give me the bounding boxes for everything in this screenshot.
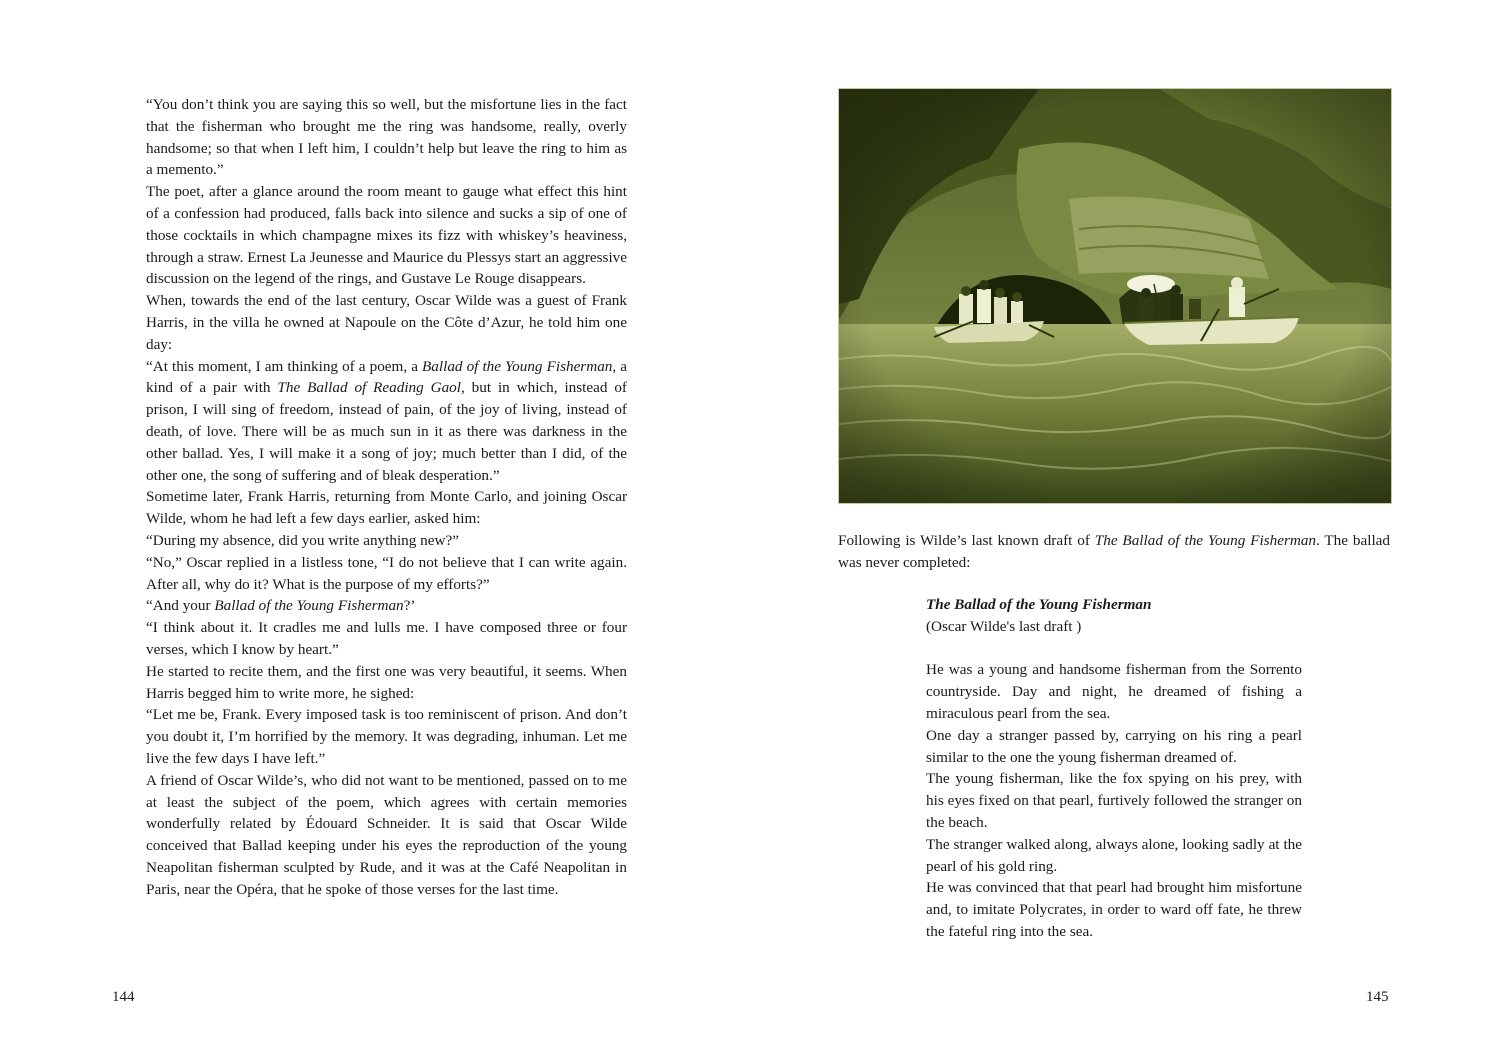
paragraph: He started to recite them, and the first one was very beautiful, it seems. When Harris begged him to write more, he sighed: <box>146 662 627 702</box>
paragraph-question: “And your Ballad of the Young Fisherman?’ <box>146 597 416 615</box>
page-number-left: 144 <box>112 989 135 1005</box>
ballad-title-italic: The Ballad of the Young Fisherman <box>1094 532 1317 549</box>
paragraph: Sometime later, Frank Harris, returning from Monte Carlo, and joining Oscar Wilde, whom he had left a few days earlier, asked him: <box>146 488 627 528</box>
paragraph: “I think about it. It cradles me and lulls me. I have composed three or four verses, which I know by heart.” <box>146 619 627 658</box>
paragraph: “During my absence, did you write anything new?” <box>146 531 459 549</box>
ballad-text <box>926 594 1302 943</box>
page-number-right: 145 <box>1366 989 1389 1005</box>
paragraph: “Let me be, Frank. Every imposed task is too reminiscent of prison. And don’t you doubt it, I’m horrified by the memory. It was degrading, inhuman. Let me live the few days I have left.” <box>146 706 627 767</box>
paragraph: A friend of Oscar Wilde’s, who did not want to be mentioned, passed on to me at least the subject of the poem, which agrees with certain memories wonderfully related by Édouard Schneider. It is said that Oscar Wilde conceived that Ballad keeping under his eyes the reproduction of the young Neapolitan fisherman sculpted by Rude, and it was at the Café Neapolitan in Paris, near the Opéra, that he spoke of those verses for the last time. <box>146 771 627 898</box>
ballad-paragraph: He was a young and handsome fisherman from the Sorrento countryside. Day and night, he dreamed of fishing a miraculous pearl from the sea. <box>926 661 1302 722</box>
paragraph: “You don’t think you are saying this so well, but the misfortune lies in the fact that the fisherman who brought me the ring was handsome, really, overly handsome; so that when I left him, I couldn’t help but leave the ring to him as a memento.” <box>146 96 627 179</box>
paragraph-quote-poem: “At this moment, I am thinking of a poem, a Ballad of the Young Fisherman, a kind of a pair with The Ballad of Reading Gaol, but in which, instead of prison, I will sing of freedom, instead of pain, of the joy of living, instead of death, of love. There will be as much sun in it as there was darkness in the other ballad. Yes, I will make it a song of joy; much better than I did, of the other one, the song of suffering and of bleak desperation.” <box>146 357 627 484</box>
photo-illustration <box>839 89 1391 503</box>
ballad-title: The Ballad of the Young Fisherman <box>926 596 1152 613</box>
paragraph: The poet, after a glance around the room meant to gauge what effect this hint of a confession had produced, falls back into silence and sucks a sip of one of those cocktails in which champagne mixes its fizz with whiskey’s heaviness, through a straw. Ernest La Jeunesse and Maurice du Plessys start an aggressive discussion on the legend of the rings, and Gustave Le Rouge disappears. <box>146 183 627 288</box>
book-title: Ballad of the Young Fisherman <box>214 597 404 615</box>
ballad-paragraph: One day a stranger passed by, carrying on his ring a pearl similar to the one the young fisherman dreamed of. <box>926 726 1302 766</box>
book-title: Ballad of the Young Fisherman <box>422 357 613 375</box>
paragraph: When, towards the end of the last century, Oscar Wilde was a guest of Frank Harris, in the villa he owned at Napoule on the Côte d’Azur, he told him one day: <box>146 292 627 353</box>
ballad-paragraph: The stranger walked along, always alone, looking sadly at the pearl of his gold ring. <box>926 835 1302 875</box>
left-text-column <box>146 94 627 900</box>
book-title: The Ballad of Reading Gaol <box>277 379 461 397</box>
photo-caption: Following is Wilde’s last known draft of The Ballad of the Young Fisherman. The ballad was never completed: <box>838 532 1390 571</box>
ballad-paragraph: The young fisherman, like the fox spying on his prey, with his eyes fixed on that pearl, furtively followed the stranger on the beach. <box>926 770 1302 831</box>
ballad-subtitle: (Oscar Wilde's last draft ) <box>926 617 1082 635</box>
sepia-photograph-boats-grotto <box>838 88 1392 504</box>
ballad-paragraph: He was convinced that that pearl had brought him misfortune and, to imitate Polycrates, in order to ward off fate, he threw the fateful ring into the sea. <box>926 879 1302 940</box>
paragraph: “No,” Oscar replied in a listless tone, “I do not believe that I can write again. After all, why do it? What is the purpose of my efforts?” <box>146 553 627 593</box>
